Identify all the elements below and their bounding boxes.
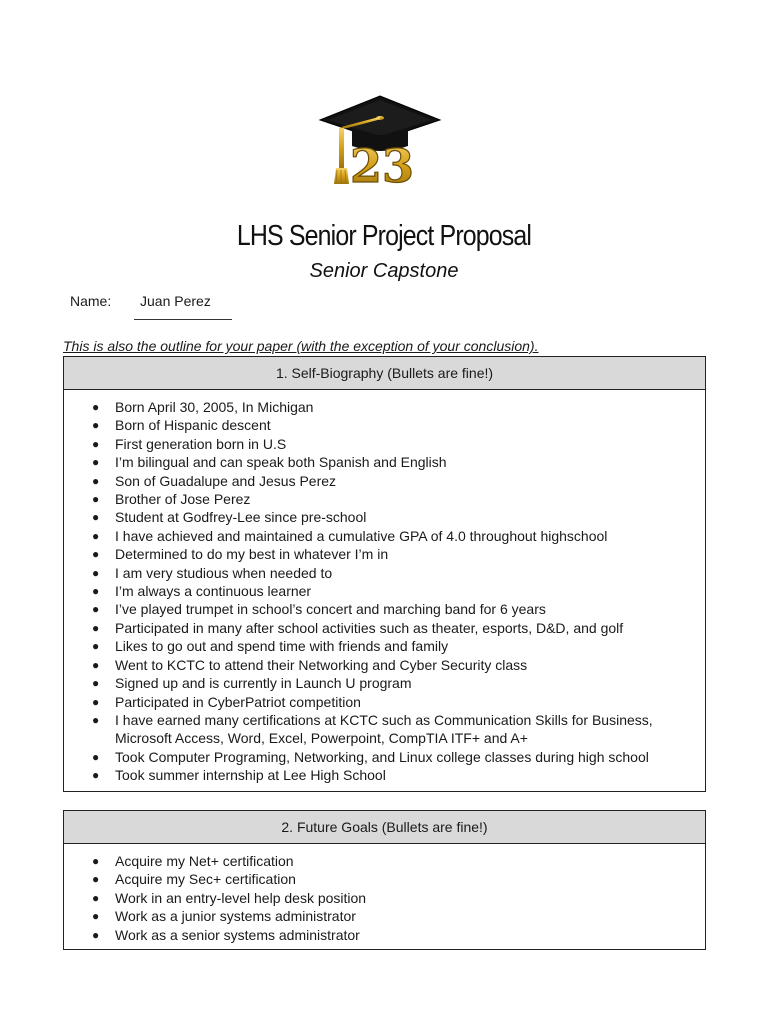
list-item [64, 527, 697, 545]
list-item [64, 889, 697, 907]
list-item [64, 748, 697, 766]
bullet-icon: ● [92, 620, 100, 635]
list-item-text: Work in an entry-level help desk position [115, 889, 367, 906]
list-item-text: Work as a senior systems administrator [115, 926, 360, 943]
list-item-text: I’ve played trumpet in school’s concert and marching band for 6 years [115, 601, 546, 618]
list-item-text: I’m always a continuous learner [115, 583, 312, 600]
bullet-icon: ● [92, 694, 100, 709]
section-heading: 1. Self-Biography (Bullets are fine!) [64, 357, 705, 390]
list-item [64, 674, 697, 692]
list-item [64, 619, 697, 637]
list-item [64, 637, 697, 655]
list-item-text: First generation born in U.S [115, 435, 287, 452]
outline-note: This is also the outline for your paper (with the exception of your conclusion). [63, 338, 539, 354]
list-item [64, 472, 697, 490]
list-item-text: Took Computer Programing, Networking, and Linux college classes during high school [115, 748, 649, 765]
bullet-icon: ● [92, 712, 100, 727]
list-item [64, 766, 697, 784]
bullet-icon: ● [92, 436, 100, 451]
list-item [64, 600, 697, 618]
logo-year-text: 23 [349, 139, 415, 192]
list-item-text: I am very studious when needed to [115, 564, 333, 581]
list-item-text: Participated in CyberPatriot competition [115, 693, 361, 710]
list-item-text: Went to KCTC to attend their Networking and Cyber Security class [115, 656, 528, 673]
list-item [64, 416, 697, 434]
list-item [64, 490, 697, 508]
bullet-icon: ● [92, 927, 100, 942]
list-item [64, 582, 697, 600]
list-item [64, 852, 697, 870]
list-item [64, 545, 697, 563]
list-item [64, 453, 697, 471]
list-item [64, 398, 697, 416]
list-item-text: I have earned many certifications at KCTC such as Communication Skills for Business, Microsoft Access, Word, Excel, Powerpoint, CompTIA ITF+ and A+ [115, 711, 653, 747]
list-item-text: Acquire my Net+ certification [115, 853, 294, 869]
list-item [64, 711, 697, 748]
section-body [64, 390, 705, 791]
list-item-text: Born April 30, 2005, In Michigan [115, 399, 314, 415]
list-item [64, 693, 697, 711]
page-subtitle: Senior Capstone [309, 260, 459, 282]
list-item-text: Brother of Jose Perez [115, 491, 251, 508]
list-item-text: Took summer internship at Lee High School [115, 767, 386, 784]
list-item-text: Acquire my Sec+ certification [115, 871, 296, 888]
list-item-text: Born of Hispanic descent [115, 417, 271, 434]
list-item [64, 564, 697, 582]
bullet-icon: ● [92, 639, 100, 654]
section-heading: 2. Future Goals (Bullets are fine!) [64, 811, 705, 844]
bullet-icon: ● [92, 890, 100, 905]
bullet-list [64, 398, 697, 785]
list-item [64, 870, 697, 888]
list-item-text: I have achieved and maintained a cumulative GPA of 4.0 throughout highschool [115, 527, 608, 544]
section-body [64, 844, 705, 950]
bullet-icon: ● [92, 584, 100, 599]
list-item [64, 907, 697, 925]
list-item [64, 435, 697, 453]
list-item-text: I’m bilingual and can speak both Spanish and English [115, 454, 447, 471]
list-item-text: Work as a junior systems administrator [115, 908, 356, 925]
name-field[interactable]: Juan Perez [134, 293, 232, 320]
bullet-icon: ● [92, 872, 100, 887]
list-item-text: Likes to go out and spend time with friends and family [115, 638, 449, 655]
bullet-icon: ● [92, 528, 100, 543]
list-item [64, 508, 697, 526]
list-item [64, 656, 697, 674]
graduation-cap-icon [318, 94, 442, 192]
list-item-text: Student at Godfrey-Lee since pre-school [115, 509, 367, 526]
bullet-icon: ● [92, 510, 100, 525]
bullet-icon: ● [92, 749, 100, 764]
bullet-icon: ● [92, 676, 100, 691]
page-title: LHS Senior Project Proposal [236, 220, 532, 252]
list-item-text: Son of Guadalupe and Jesus Perez [115, 472, 337, 489]
list-item-text: Determined to do my best in whatever I’m in [115, 546, 389, 563]
self-biography-section [63, 356, 706, 792]
bullet-icon: ● [92, 547, 100, 562]
bullet-icon: ● [92, 909, 100, 924]
list-item [64, 926, 697, 944]
bullet-icon: ● [92, 492, 100, 507]
bullet-icon: ● [92, 455, 100, 470]
bullet-icon: ● [92, 473, 100, 488]
list-item-text: Signed up and is currently in Launch U program [115, 675, 412, 692]
future-goals-section [63, 810, 706, 950]
name-label: Name: [70, 293, 112, 309]
bullet-icon: ● [92, 602, 100, 617]
bullet-list [64, 852, 697, 944]
bullet-icon: ● [92, 565, 100, 580]
graduation-cap-23-logo [318, 94, 442, 192]
bullet-icon: ● [92, 768, 100, 783]
bullet-icon: ● [92, 418, 100, 433]
bullet-icon: ● [92, 854, 100, 868]
bullet-icon: ● [92, 400, 100, 414]
bullet-icon: ● [92, 657, 100, 672]
list-item-text: Participated in many after school activities such as theater, esports, D&D, and golf [115, 619, 624, 636]
